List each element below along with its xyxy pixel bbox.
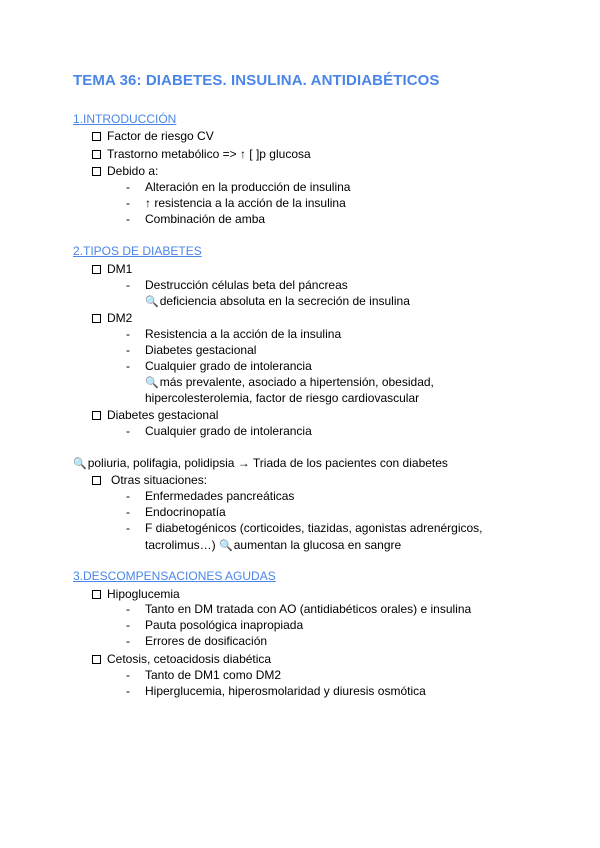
- sub-item: - Tanto en DM tratada con AO (antidiabéticos orales) e insulina: [126, 602, 472, 616]
- list-item: Debido a:: [92, 163, 158, 179]
- checkbox-icon: [92, 150, 101, 159]
- magnifier-icon: 🔍: [73, 458, 87, 470]
- list-item: DM2: [92, 310, 132, 326]
- sub-item: - Destrucción células beta del páncreas: [126, 278, 348, 292]
- document-title: TEMA 36: DIABETES. INSULINA. ANTIDIABÉTICOS: [73, 72, 440, 89]
- sub-item: - Resistencia a la acción de la insulina: [126, 327, 342, 341]
- magnifier-icon: 🔍: [219, 540, 233, 552]
- list-item: Otras situaciones:: [92, 472, 207, 488]
- list-item: Diabetes gestacional: [92, 407, 218, 423]
- sub-item: - ↑ resistencia a la acción de la insulina: [126, 196, 346, 210]
- checkbox-icon: [92, 476, 101, 485]
- note-line: tacrolimus…) 🔍aumentan la glucosa en sangre: [145, 538, 402, 552]
- magnifier-icon: 🔍: [145, 296, 159, 308]
- checkbox-icon: [92, 655, 101, 664]
- section-heading-introduccion[interactable]: 1.INTRODUCCIÓN: [73, 112, 177, 126]
- magnifier-icon: 🔍: [145, 377, 159, 389]
- checkbox-icon: [92, 132, 101, 141]
- sub-item: - Tanto de DM1 como DM2: [126, 668, 282, 682]
- note-line: hipercolesterolemia, factor de riesgo cardiovascular: [145, 391, 420, 405]
- sub-item: - Endocrinopatía: [126, 505, 226, 519]
- sub-item: - Alteración en la producción de insulina: [126, 180, 351, 194]
- sub-item: - Enfermedades pancreáticas: [126, 489, 295, 503]
- checkbox-icon: [92, 265, 101, 274]
- checkbox-icon: [92, 314, 101, 323]
- note-line: 🔍más prevalente, asociado a hipertensión, obesidad,: [145, 375, 434, 389]
- sub-item: - Cualquier grado de intolerancia: [126, 424, 312, 438]
- sub-item: - Combinación de amba: [126, 212, 266, 226]
- list-item: Trastorno metabólico => ↑ [ ]p glucosa: [92, 146, 311, 162]
- note-line: 🔍deficiencia absoluta en la secreción de insulina: [145, 294, 410, 308]
- checkbox-icon: [92, 167, 101, 176]
- triad-note: 🔍poliuria, polifagia, polidipsia → Triada de los pacientes con diabetes: [73, 456, 448, 470]
- sub-item: - Hiperglucemia, hiperosmolaridad y diuresis osmótica: [126, 684, 426, 698]
- checkbox-icon: [92, 590, 101, 599]
- list-item: Hipoglucemia: [92, 586, 180, 602]
- list-item: DM1: [92, 261, 132, 277]
- sub-item: - Diabetes gestacional: [126, 343, 257, 357]
- list-item: Cetosis, cetoacidosis diabética: [92, 651, 271, 667]
- section-heading-tipos[interactable]: 2.TIPOS DE DIABETES: [73, 244, 202, 258]
- section-heading-descompensaciones[interactable]: 3.DESCOMPENSACIONES AGUDAS: [73, 569, 276, 583]
- sub-item: - Cualquier grado de intolerancia: [126, 359, 312, 373]
- sub-item: - Errores de dosificación: [126, 634, 268, 648]
- sub-item: - Pauta posológica inapropiada: [126, 618, 304, 632]
- checkbox-icon: [92, 411, 101, 420]
- sub-item: - F diabetogénicos (corticoides, tiazidas, agonistas adrenérgicos,: [126, 521, 483, 535]
- list-item: Factor de riesgo CV: [92, 128, 214, 144]
